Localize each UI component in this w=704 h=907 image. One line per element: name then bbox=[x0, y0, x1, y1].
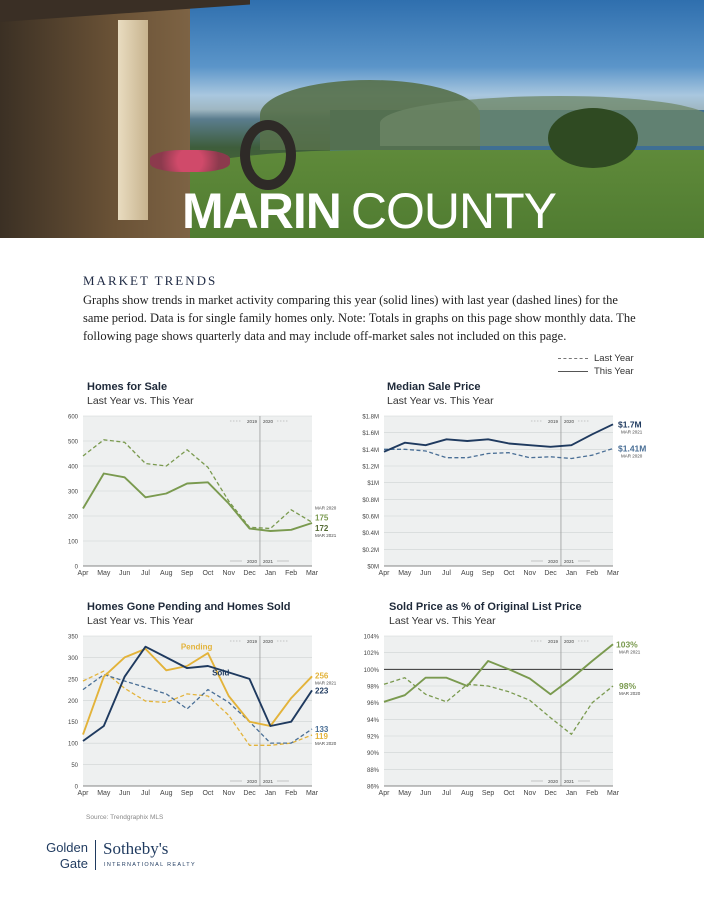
y-tick-label: $0.2M bbox=[362, 547, 379, 554]
x-tick-label: Feb bbox=[285, 790, 298, 797]
y-tick-label: $0.6M bbox=[362, 514, 379, 521]
x-tick-label: Oct bbox=[202, 790, 214, 797]
y-tick-label: $1M bbox=[367, 481, 379, 488]
x-tick-label: Nov bbox=[222, 570, 235, 577]
x-tick-label: Jun bbox=[419, 570, 432, 577]
x-tick-label: Sep bbox=[180, 570, 194, 577]
chart-subtitle-homes-for-sale: Last Year vs. This Year bbox=[87, 395, 194, 407]
end-label-value: 98% bbox=[619, 681, 637, 691]
y-tick-label: 94% bbox=[366, 717, 379, 724]
chart-title-median-sale-price: Median Sale Price bbox=[387, 381, 481, 393]
end-label-value: 223 bbox=[315, 686, 329, 696]
y-tick-label: 400 bbox=[67, 464, 78, 471]
year-label-top-right: 2020 bbox=[262, 639, 273, 644]
plot-area bbox=[384, 416, 613, 566]
legend-this-year bbox=[558, 365, 634, 378]
year-label-top-left: 2019 bbox=[547, 419, 558, 424]
x-tick-label: Nov bbox=[523, 570, 536, 577]
dashed-line-swatch bbox=[558, 358, 588, 359]
x-tick-label: May bbox=[97, 570, 111, 577]
series-label-sold: Sold bbox=[212, 668, 230, 678]
year-label-bottom-right: 2021 bbox=[563, 559, 574, 564]
x-tick-label: Apr bbox=[77, 570, 89, 577]
year-label-bottom-left: 2020 bbox=[246, 559, 257, 564]
legend-last-year-label: Last Year bbox=[594, 353, 634, 364]
x-tick-label: Jun bbox=[118, 790, 131, 797]
year-label-bottom-left: 2020 bbox=[547, 559, 558, 564]
end-label-sub: MAR 2021 bbox=[621, 429, 643, 435]
chart-subtitle-sold-price-pct: Last Year vs. This Year bbox=[389, 615, 496, 627]
legend-last-year bbox=[558, 352, 634, 365]
y-tick-label: 90% bbox=[366, 751, 379, 758]
x-tick-label: Mar bbox=[606, 570, 620, 577]
x-tick-label: Oct bbox=[202, 570, 214, 577]
section-heading: MARKET TRENDS bbox=[83, 273, 218, 288]
x-tick-label: Mar bbox=[305, 790, 319, 797]
x-tick-label: Jul bbox=[140, 790, 150, 797]
x-tick-label: Jul bbox=[441, 790, 451, 797]
year-label-bottom-left: 2020 bbox=[547, 779, 558, 784]
chart-subtitle-pending-sold: Last Year vs. This Year bbox=[87, 615, 194, 627]
end-label-value: $1.7M bbox=[618, 419, 642, 430]
y-tick-label: $1.2M bbox=[362, 464, 379, 471]
x-tick-label: Aug bbox=[461, 790, 474, 797]
chart-pending-sold bbox=[55, 628, 355, 806]
page-title bbox=[182, 183, 556, 238]
x-tick-label: Nov bbox=[222, 790, 235, 797]
x-tick-label: Mar bbox=[305, 570, 319, 577]
y-tick-label: 104% bbox=[363, 634, 379, 641]
hero-pillar bbox=[118, 20, 148, 220]
year-label-bottom-left: 2020 bbox=[246, 779, 257, 784]
year-label-bottom-right: 2021 bbox=[262, 779, 273, 784]
x-tick-label: Feb bbox=[586, 570, 599, 577]
solid-line-swatch bbox=[558, 371, 588, 372]
x-tick-label: Feb bbox=[586, 790, 599, 797]
x-tick-label: May bbox=[97, 790, 111, 797]
y-tick-label: $1.6M bbox=[362, 431, 379, 438]
x-tick-label: Jan bbox=[565, 570, 578, 577]
year-label-top-left: 2019 bbox=[246, 639, 257, 644]
end-label-value: 103% bbox=[616, 639, 638, 650]
logo-golden: Golden bbox=[46, 840, 88, 855]
chart-subtitle-median-sale-price: Last Year vs. This Year bbox=[387, 395, 494, 407]
x-tick-label: Feb bbox=[285, 570, 298, 577]
end-label-sub: MAR 2020 bbox=[315, 505, 337, 511]
x-tick-label: Jun bbox=[118, 570, 131, 577]
plot-area bbox=[384, 636, 613, 786]
y-tick-label: 0 bbox=[74, 564, 78, 571]
x-tick-label: Dec bbox=[243, 570, 256, 577]
x-tick-label: Nov bbox=[523, 790, 536, 797]
end-label-sub: MAR 2020 bbox=[621, 453, 643, 459]
end-label-value: 175 bbox=[315, 513, 329, 523]
y-tick-label: 300 bbox=[67, 655, 78, 662]
x-tick-label: Dec bbox=[544, 570, 557, 577]
hero-house bbox=[0, 0, 190, 238]
year-label-top-right: 2020 bbox=[563, 639, 574, 644]
hero-tree bbox=[548, 108, 638, 168]
legend-this-year-label: This Year bbox=[594, 366, 634, 377]
y-tick-label: 100 bbox=[67, 741, 78, 748]
year-label-bottom-right: 2021 bbox=[563, 779, 574, 784]
y-tick-label: 250 bbox=[67, 677, 78, 684]
y-tick-label: 50 bbox=[71, 763, 78, 770]
y-tick-label: 92% bbox=[366, 734, 379, 741]
year-label-bottom-right: 2021 bbox=[262, 559, 273, 564]
x-tick-label: Dec bbox=[544, 790, 557, 797]
x-tick-label: May bbox=[398, 570, 412, 577]
x-tick-label: Jan bbox=[565, 790, 578, 797]
y-tick-label: 102% bbox=[363, 651, 379, 658]
y-tick-label: 350 bbox=[67, 634, 78, 641]
source-note: Source: Trendgraphix MLS bbox=[86, 814, 164, 821]
x-tick-label: Jul bbox=[441, 570, 451, 577]
y-tick-label: 0 bbox=[74, 784, 78, 791]
x-tick-label: Apr bbox=[378, 790, 390, 797]
intro-text: Graphs show trends in market activity comparing this year (solid lines) with last year (dashed lines) for the same period. Data is for single family homes only. Note: Totals in graphs on this page show monthly data. The following page shows quarterly data and may include off-market sales not included on this page. bbox=[83, 293, 636, 343]
title-bold: MARIN bbox=[182, 183, 341, 238]
x-tick-label: Sep bbox=[180, 790, 194, 797]
chart-sold-price-pct bbox=[348, 628, 648, 806]
hero-sculpture bbox=[240, 120, 296, 190]
y-tick-label: $0.4M bbox=[362, 531, 379, 538]
end-label-sub: MAR 2020 bbox=[315, 741, 337, 746]
x-tick-label: Oct bbox=[503, 790, 515, 797]
x-tick-label: Jul bbox=[140, 570, 150, 577]
y-tick-label: $0.8M bbox=[362, 497, 379, 504]
end-label-value: 172 bbox=[315, 524, 329, 533]
end-label-value: 119 bbox=[315, 732, 328, 741]
hero-flowers bbox=[150, 150, 230, 172]
y-tick-label: $0M bbox=[367, 564, 379, 571]
logo-divider bbox=[95, 840, 96, 870]
logo-sothebys: Sotheby's bbox=[103, 839, 169, 858]
y-tick-label: 100 bbox=[67, 539, 78, 546]
y-tick-label: 86% bbox=[366, 784, 379, 791]
year-label-top-right: 2020 bbox=[262, 419, 273, 424]
x-tick-label: Aug bbox=[160, 790, 173, 797]
chart-title-homes-for-sale: Homes for Sale bbox=[87, 381, 168, 393]
y-tick-label: 200 bbox=[67, 698, 78, 705]
x-tick-label: Jan bbox=[264, 790, 277, 797]
chart-median-sale-price bbox=[348, 408, 648, 586]
y-tick-label: $1.4M bbox=[362, 447, 379, 454]
x-tick-label: Sep bbox=[481, 570, 495, 577]
x-tick-label: Aug bbox=[160, 570, 173, 577]
chart-title-sold-price-pct: Sold Price as % of Original List Price bbox=[389, 601, 582, 613]
end-label-sub: MAR 2021 bbox=[315, 533, 337, 538]
chart-title-pending-sold: Homes Gone Pending and Homes Sold bbox=[87, 601, 291, 613]
x-tick-label: Sep bbox=[481, 790, 495, 797]
x-tick-label: Aug bbox=[461, 570, 474, 577]
y-tick-label: 300 bbox=[67, 489, 78, 496]
x-tick-label: Oct bbox=[503, 570, 515, 577]
y-tick-label: 96% bbox=[366, 701, 379, 708]
x-tick-label: Apr bbox=[77, 790, 89, 797]
end-label-sub: MAR 2021 bbox=[315, 680, 337, 686]
y-tick-label: 98% bbox=[366, 684, 379, 691]
logo-gate: Gate bbox=[59, 856, 88, 871]
x-tick-label: Jun bbox=[419, 790, 432, 797]
x-tick-label: Jan bbox=[264, 570, 277, 577]
year-label-top-left: 2019 bbox=[246, 419, 257, 424]
legend bbox=[558, 352, 634, 378]
y-tick-label: 150 bbox=[67, 720, 78, 727]
y-tick-label: $1.8M bbox=[362, 414, 379, 421]
x-tick-label: May bbox=[398, 790, 412, 797]
hero-hill-far bbox=[380, 96, 704, 146]
y-tick-label: 600 bbox=[67, 414, 78, 421]
series-label-pending: Pending bbox=[180, 642, 213, 652]
chart-homes-for-sale bbox=[55, 408, 345, 586]
y-tick-label: 500 bbox=[67, 439, 78, 446]
logo-golden-gate bbox=[42, 840, 88, 872]
x-tick-label: Mar bbox=[606, 790, 620, 797]
end-label-sub: MAR 2021 bbox=[619, 649, 641, 655]
x-tick-label: Apr bbox=[378, 570, 390, 577]
end-label-sub: MAR 2020 bbox=[619, 691, 641, 696]
y-tick-label: 100% bbox=[363, 667, 379, 674]
logo-international-realty: INTERNATIONAL REALTY bbox=[104, 862, 196, 868]
x-tick-label: Dec bbox=[243, 790, 256, 797]
hero-photo bbox=[0, 0, 704, 238]
end-label-value: 133 bbox=[315, 725, 329, 734]
y-tick-label: 200 bbox=[67, 514, 78, 521]
end-label-value: 256 bbox=[315, 671, 329, 681]
year-label-top-left: 2019 bbox=[547, 639, 558, 644]
year-label-top-right: 2020 bbox=[563, 419, 574, 424]
title-light: COUNTY bbox=[350, 183, 556, 238]
end-label-value: $1.41M bbox=[618, 443, 647, 454]
y-tick-label: 88% bbox=[366, 767, 379, 774]
